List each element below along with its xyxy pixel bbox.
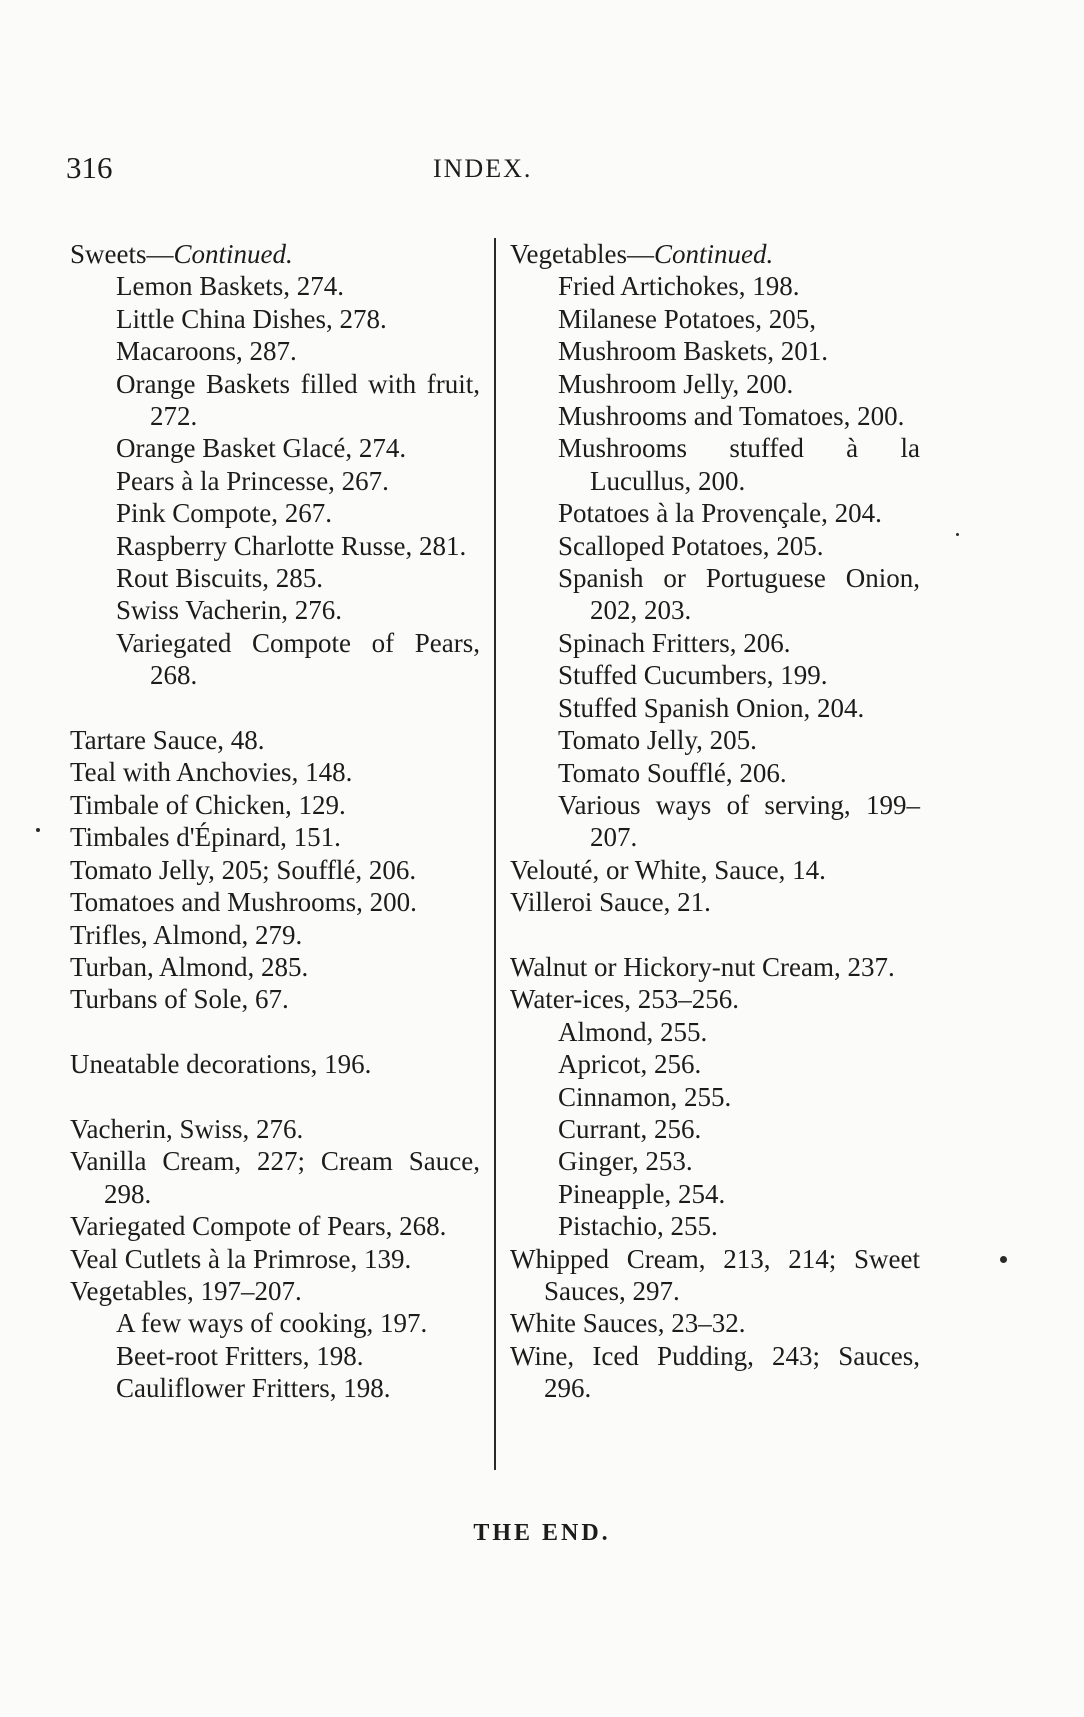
page-number: 316 xyxy=(66,150,113,185)
index-entry: Rout Biscuits, 285. xyxy=(116,563,324,594)
index-column-left xyxy=(70,238,480,1437)
index-entry: Mushrooms and Tomatoes, 200. xyxy=(558,401,905,432)
index-entry: Variegated Compote of Pears, 268. xyxy=(116,627,480,691)
index-heading-vegetables xyxy=(510,238,920,270)
index-entry: White Sauces, 23–32. xyxy=(510,1308,746,1339)
index-entry: Fried Artichokes, 198. xyxy=(558,271,800,302)
index-entry: Mushrooms stuffed à la Lucullus, 200. xyxy=(558,433,920,496)
index-entry: Orange Basket Glacé, 274. xyxy=(116,433,407,464)
running-head: INDEX. xyxy=(433,154,533,183)
index-entry: Water-ices, 253–256. xyxy=(510,984,739,1015)
continued-label: Continued. xyxy=(173,239,293,269)
index-entry: Vanilla Cream, 227; Cream Sauce, 298. xyxy=(70,1146,480,1209)
index-entry: Spanish or Portuguese Onion, 202, 203. xyxy=(558,563,920,626)
index-subentry: Almond, 255. xyxy=(558,1016,708,1047)
index-entry: Mushroom Jelly, 200. xyxy=(558,368,794,399)
index-subentry: Cinnamon, 255. xyxy=(558,1081,732,1112)
ink-speck xyxy=(36,828,40,832)
vegetables-continued-group xyxy=(510,238,920,919)
index-subentry: A few ways of cooking, 197. xyxy=(116,1308,428,1339)
t-group xyxy=(70,724,480,1016)
ink-speck xyxy=(1000,1256,1007,1263)
index-entry: Spinach Fritters, 206. xyxy=(558,627,791,658)
index-entry: Timbales d'Épinard, 151. xyxy=(70,822,341,853)
heading-text: Vegetables— xyxy=(510,239,654,269)
the-end-label: THE END. xyxy=(473,1520,611,1546)
index-entry: Vegetables, 197–207. xyxy=(70,1275,302,1306)
index-entry: Orange Baskets filled with fruit, 272. xyxy=(116,368,480,432)
index-entry: Mushroom Baskets, 201. xyxy=(558,336,828,367)
u-group xyxy=(70,1048,480,1080)
index-entry: Whipped Cream, 213, 214; Sweet Sauces, 297. xyxy=(510,1243,920,1306)
index-subentry: Beet-root Fritters, 198. xyxy=(116,1340,364,1371)
index-entry: Tomatoes and Mushrooms, 200. xyxy=(70,887,417,918)
index-entry: Tartare Sauce, 48. xyxy=(70,725,265,756)
index-heading-sweets xyxy=(70,238,480,270)
index-entry: Pears à la Princesse, 267. xyxy=(116,465,389,496)
index-entry: Walnut or Hickory-nut Cream, 237. xyxy=(510,951,895,982)
index-entry: Milanese Potatoes, 205, xyxy=(558,303,816,334)
index-entry: Veal Cutlets à la Primrose, 139. xyxy=(70,1243,412,1274)
index-entry: Uneatable decorations, 196. xyxy=(70,1049,372,1080)
index-entry: Turban, Almond, 285. xyxy=(70,951,309,982)
index-entry: Swiss Vacherin, 276. xyxy=(116,595,342,626)
sweets-group xyxy=(70,238,480,692)
index-entry: Raspberry Charlotte Russe, 281. xyxy=(116,530,467,561)
index-entry: Vacherin, Swiss, 276. xyxy=(70,1113,304,1144)
index-entry: Pink Compote, 267. xyxy=(116,498,333,529)
index-subentry: Pineapple, 254. xyxy=(558,1178,726,1209)
index-entry: Villeroi Sauce, 21. xyxy=(510,887,711,918)
index-entry: Potatoes à la Provençale, 204. xyxy=(558,498,882,529)
w-group xyxy=(510,951,920,1405)
index-entry: Tomato Jelly, 205. xyxy=(558,725,757,756)
index-entry: Scalloped Potatoes, 205. xyxy=(558,530,824,561)
ink-speck xyxy=(956,533,959,536)
index-entry: Wine, Iced Pudding, 243; Sauces, 296. xyxy=(510,1340,920,1404)
index-entry: Trifles, Almond, 279. xyxy=(70,919,303,950)
index-entry: Velouté, or White, Sauce, 14. xyxy=(510,854,826,885)
column-rule xyxy=(494,238,496,1470)
index-entry: Lemon Baskets, 274. xyxy=(116,271,344,302)
v-group xyxy=(70,1113,480,1405)
index-entry: Macaroons, 287. xyxy=(116,336,297,367)
index-entry: Turbans of Sole, 67. xyxy=(70,984,289,1015)
index-subentry: Pistachio, 255. xyxy=(558,1211,718,1242)
index-subentry: Apricot, 256. xyxy=(558,1049,702,1080)
index-entry: Tomato Jelly, 205; Soufflé, 206. xyxy=(70,854,417,885)
index-subentry: Ginger, 253. xyxy=(558,1146,693,1177)
continued-label: Continued. xyxy=(653,239,774,269)
index-entry: Stuffed Spanish Onion, 204. xyxy=(558,692,865,723)
index-subentry: Cauliflower Fritters, 198. xyxy=(116,1373,391,1404)
index-entry: Teal with Anchovies, 148. xyxy=(70,757,353,788)
index-entry: Timbale of Chicken, 129. xyxy=(70,789,346,820)
index-entry: Tomato Soufflé, 206. xyxy=(558,757,787,788)
index-subentry: Currant, 256. xyxy=(558,1113,702,1144)
heading-text: Sweets— xyxy=(70,239,174,269)
index-entry: Variegated Compote of Pears, 268. xyxy=(70,1211,447,1242)
index-column-right xyxy=(510,238,920,1437)
index-entry: Stuffed Cucumbers, 199. xyxy=(558,660,828,691)
index-entry: Little China Dishes, 278. xyxy=(116,303,387,334)
index-entry: Various ways of serving, 199–207. xyxy=(558,789,920,853)
